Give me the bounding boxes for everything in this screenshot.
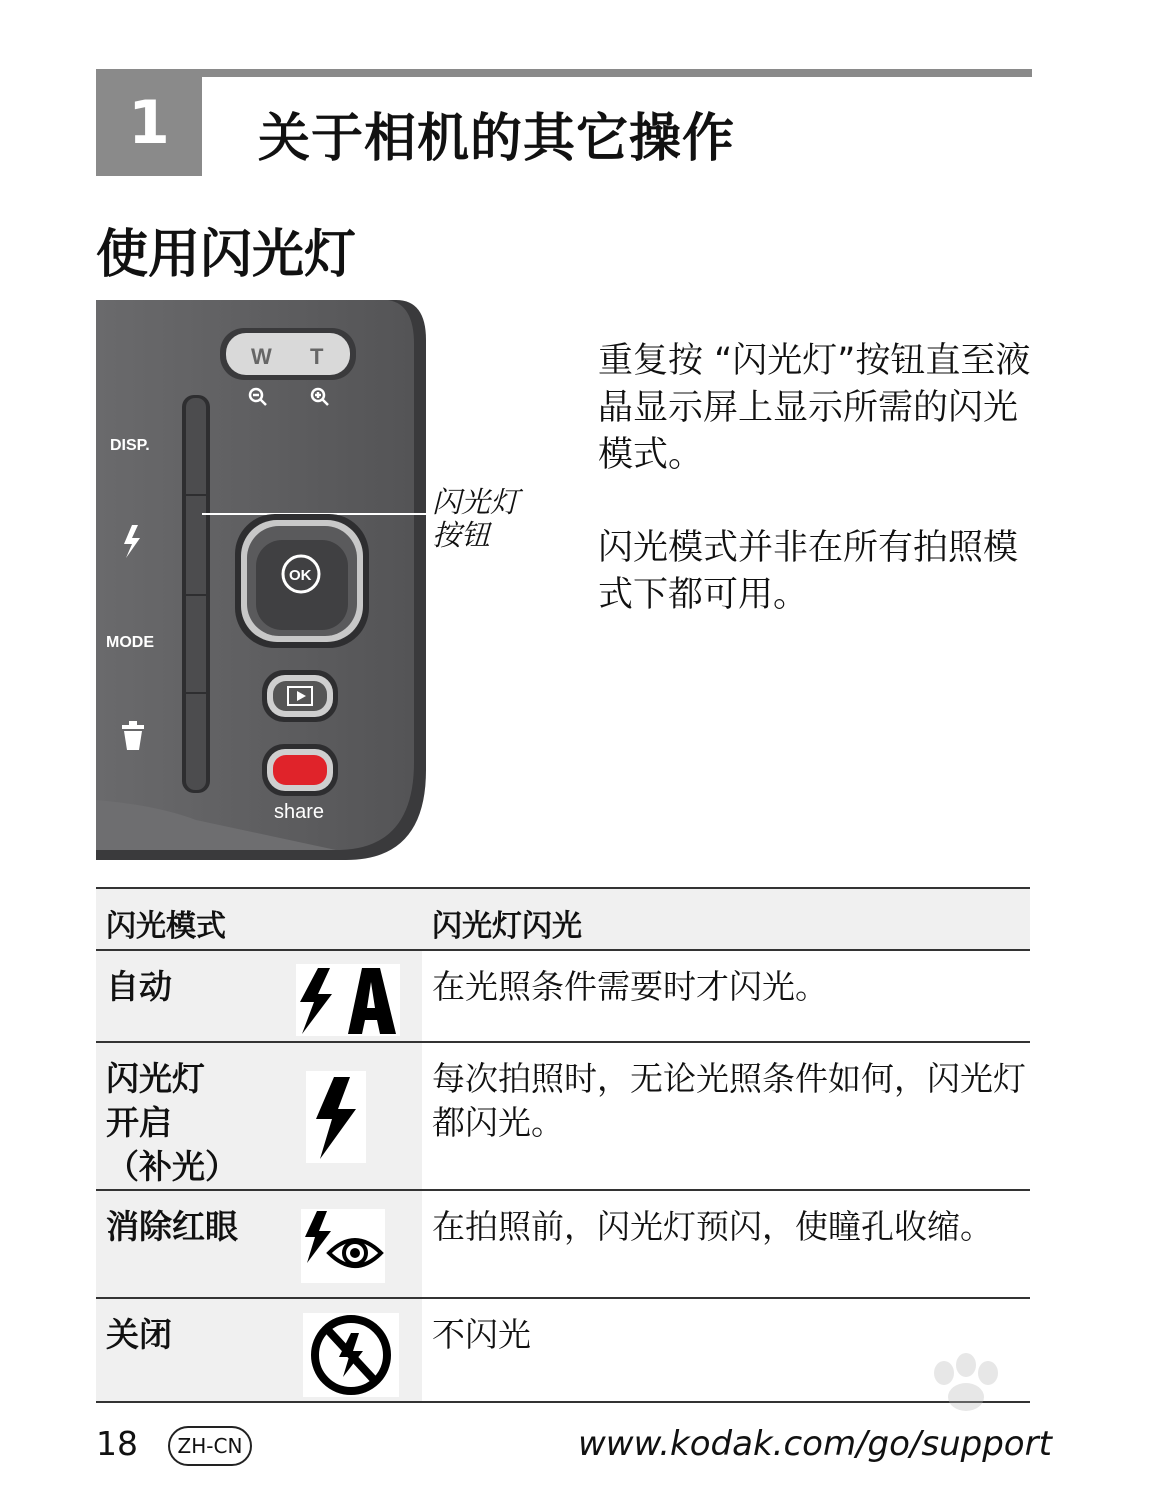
flash-mode-table xyxy=(96,887,1030,1403)
mode-description: 每次拍照时，无论光照条件如何，闪光灯都闪光。 xyxy=(422,1043,1030,1189)
instruction-paragraph-2: 闪光模式并非在所有拍照模式下都可用。 xyxy=(598,528,1019,615)
mode-name: 自动 xyxy=(106,967,172,1006)
callout-line2: 按钮 xyxy=(432,518,491,552)
flash-fill-icon xyxy=(306,1071,366,1163)
flash-button-callout xyxy=(432,486,519,552)
table-header xyxy=(96,887,1030,951)
ok-label: OK xyxy=(289,567,312,584)
language-badge: ZH-CN xyxy=(168,1426,252,1466)
disp-label: DISP. xyxy=(110,437,150,454)
table-row-fill xyxy=(96,1043,1030,1191)
paw-watermark-icon xyxy=(822,1345,1082,1435)
mode-description: 在拍照前，闪光灯预闪，使瞳孔收缩。 xyxy=(422,1191,1030,1297)
zoom-t-label: T xyxy=(310,344,324,369)
table-row-auto xyxy=(96,951,1030,1043)
camera-back-illustration xyxy=(96,300,426,860)
support-link[interactable]: www.kodak.com/go/support xyxy=(578,1424,1052,1464)
table-row-red-eye xyxy=(96,1191,1030,1299)
mode-name: 闪光灯 开启 （补光） xyxy=(106,1059,238,1186)
mode-name: 关闭 xyxy=(106,1315,172,1354)
mode-label: MODE xyxy=(106,634,154,651)
mode-name: 消除红眼 xyxy=(106,1207,238,1246)
mode-description: 在光照条件需要时才闪光。 xyxy=(422,951,1030,1041)
instruction-paragraph-1: 重复按 “闪光灯”按钮直至液晶显示屏上显示所需的闪光模式。 xyxy=(598,341,1031,475)
chapter-number: 1 xyxy=(96,69,202,176)
flash-off-icon xyxy=(303,1313,399,1397)
share-label: share xyxy=(274,801,325,823)
page-number: 18 xyxy=(96,1424,138,1463)
instructions xyxy=(598,338,1038,665)
mode-description: 不闪光 xyxy=(422,1299,1030,1401)
chapter-title: 关于相机的其它操作 xyxy=(258,109,736,169)
chapter-rule xyxy=(96,69,1032,77)
zoom-w-label: W xyxy=(251,344,272,369)
header-flash-mode: 闪光模式 xyxy=(106,909,226,944)
header-flash-fires: 闪光灯闪光 xyxy=(432,909,582,944)
red-eye-icon xyxy=(301,1209,385,1283)
callout-line1: 闪光灯 xyxy=(432,485,520,519)
section-title: 使用闪光灯 xyxy=(96,225,357,285)
flash-auto-icon xyxy=(296,964,400,1036)
